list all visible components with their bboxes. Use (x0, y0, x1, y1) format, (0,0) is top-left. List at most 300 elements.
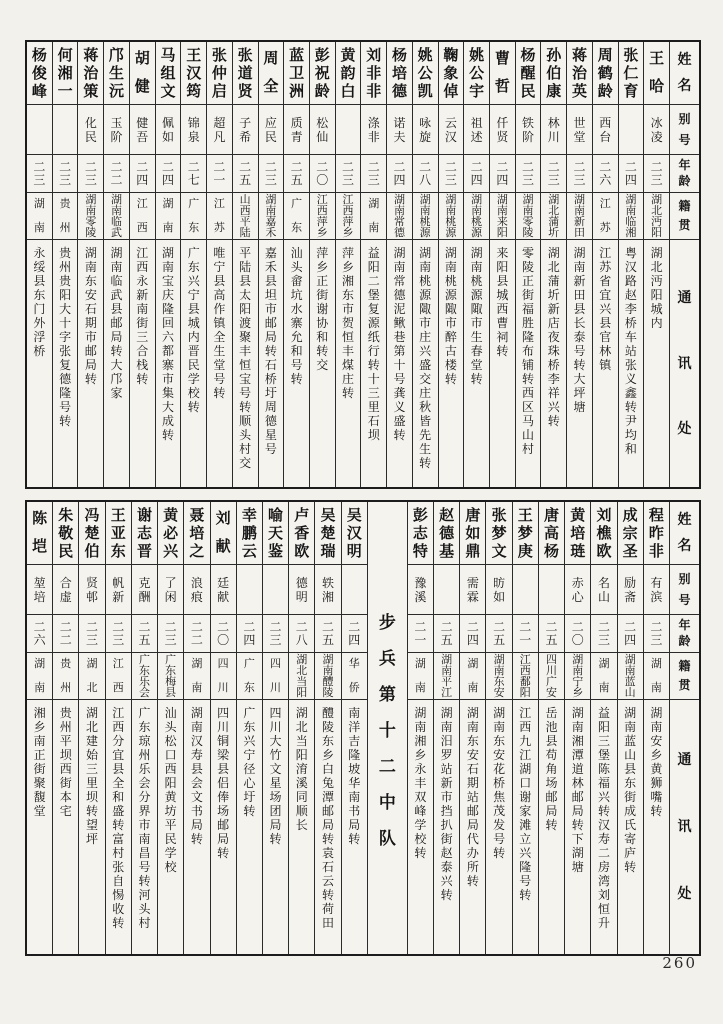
glyph: 南 (348, 706, 361, 720)
glyph: 杨 (391, 46, 407, 64)
origin-cell (233, 193, 258, 240)
glyph: 西 (164, 762, 177, 776)
glyph: 三 (597, 734, 610, 748)
glyph: 头 (239, 428, 252, 442)
glyph: 阳 (295, 748, 308, 762)
address-cell (79, 700, 104, 954)
name-cell (158, 502, 183, 565)
glyph: 市 (419, 316, 432, 330)
glyph: 南 (441, 664, 453, 677)
glyph: 西 (112, 681, 124, 694)
glyph: 纸 (367, 330, 380, 344)
alias-cell (539, 565, 564, 615)
glyph: 交 (316, 358, 329, 372)
glyph: 道 (237, 64, 253, 82)
glyph: 德 (59, 372, 72, 386)
glyph: 圩 (264, 386, 277, 400)
name-cell (513, 502, 538, 565)
glyph: 华 (348, 657, 360, 670)
origin-cell (618, 653, 643, 700)
glyph: 基 (439, 542, 455, 560)
glyph: 外 (33, 316, 46, 330)
glyph: 转 (190, 832, 203, 846)
glyph: 二 (33, 619, 46, 634)
glyph: 湖 (86, 706, 99, 720)
glyph: 桃 (419, 215, 431, 228)
glyph: 四 (243, 632, 256, 647)
address-cell (156, 240, 181, 487)
age-cell (336, 155, 361, 193)
origin-cell (207, 193, 232, 240)
glyph: 二 (444, 159, 457, 174)
age-cell (132, 615, 157, 653)
glyph: 南 (33, 734, 46, 748)
glyph: 东 (493, 675, 505, 688)
glyph: 桃 (470, 274, 483, 288)
age-cell (565, 615, 590, 653)
glyph: 南 (572, 664, 584, 677)
glyph: 桃 (419, 274, 432, 288)
glyph: 转 (367, 358, 380, 372)
alias-cell (618, 565, 643, 615)
glyph: 寿 (597, 832, 610, 846)
glyph: 道 (571, 762, 584, 776)
glyph: 罗 (440, 748, 453, 762)
alias-cell (315, 565, 340, 615)
glyph: 蓝 (289, 46, 305, 64)
glyph: 陬 (444, 302, 457, 316)
glyph: 允 (290, 330, 303, 344)
name-cell (565, 502, 590, 565)
glyph: 塘 (571, 860, 584, 874)
glyph: 第 (393, 344, 406, 358)
glyph: 江 (519, 706, 532, 720)
origin-cell (263, 653, 288, 700)
glyph: 陬 (419, 302, 432, 316)
glyph: 新 (136, 288, 149, 302)
glyph: 兔 (321, 776, 334, 790)
glyph: 江 (136, 246, 149, 260)
name-cell (460, 502, 485, 565)
glyph: 寿 (190, 748, 203, 762)
glyph: 二 (440, 619, 453, 634)
glyph: 书 (190, 804, 203, 818)
alias-cell (132, 565, 157, 615)
glyph: 南 (625, 204, 637, 217)
header-age (670, 615, 699, 653)
glyph: 蒲 (547, 274, 560, 288)
glyph: 县 (217, 762, 230, 776)
alias-cell (408, 565, 433, 615)
name-cell (336, 42, 361, 105)
glyph: 香 (294, 524, 310, 542)
glyph: 铁 (522, 115, 535, 130)
glyph: 隆 (161, 302, 174, 316)
glyph: 堡 (597, 748, 610, 762)
glyph: 汉 (624, 260, 637, 274)
roster-column (183, 502, 209, 954)
age-cell (490, 155, 515, 193)
address-cell (181, 240, 206, 487)
glyph: 南 (571, 720, 584, 734)
glyph: 春 (470, 344, 483, 358)
glyph: 丰 (342, 344, 355, 358)
glyph: 夜 (547, 330, 560, 344)
glyph: 转 (86, 804, 99, 818)
glyph: 宁 (213, 260, 226, 274)
glyph: 启 (211, 82, 227, 100)
age-cell (619, 155, 644, 193)
glyph: 湖 (598, 657, 610, 670)
glyph: 内 (187, 330, 200, 344)
glyph: 三 (650, 632, 663, 647)
alias-cell (565, 565, 590, 615)
glyph: 育 (623, 82, 639, 100)
glyph: 湾 (597, 874, 610, 888)
glyph: 胡 (134, 49, 150, 67)
glyph: 汨 (440, 734, 453, 748)
age-cell (644, 615, 669, 653)
age-cell (408, 615, 433, 653)
glyph: 张 (491, 506, 507, 524)
glyph: 粤 (624, 246, 637, 260)
origin-cell (130, 193, 155, 240)
glyph: 泥 (393, 302, 406, 316)
glyph: 庄 (419, 386, 432, 400)
glyph: 彭 (314, 46, 330, 64)
glyph: 二 (290, 159, 303, 174)
address-cell (132, 700, 157, 954)
glyph: 邮 (545, 790, 558, 804)
name-cell (27, 502, 52, 565)
glyph: 白 (340, 82, 356, 100)
glyph: 龄 (678, 174, 691, 189)
glyph: 办 (466, 846, 479, 860)
glyph: 广 (138, 653, 150, 666)
glyph: 张 (59, 344, 72, 358)
glyph: 苏 (599, 221, 611, 234)
glyph: 北 (651, 204, 663, 217)
glyph: 治 (83, 64, 99, 82)
glyph: 周 (264, 400, 277, 414)
glyph: 嘴 (650, 790, 663, 804)
glyph: 集 (161, 386, 174, 400)
glyph: 三 (33, 172, 46, 187)
glyph: 坝 (86, 790, 99, 804)
alias-cell (207, 105, 232, 155)
glyph: 岳 (545, 706, 558, 720)
glyph: 湖 (573, 246, 586, 260)
glyph: 江 (342, 193, 354, 206)
glyph: 和 (112, 790, 125, 804)
glyph: 需 (466, 575, 479, 590)
address-cell (439, 240, 464, 487)
glyph: 二 (393, 159, 406, 174)
glyph: 鞠 (443, 46, 459, 64)
glyph: 伯 (546, 64, 562, 82)
alias-cell (233, 105, 258, 155)
glyph: 期 (84, 316, 97, 330)
alias-cell (263, 565, 288, 615)
glyph: 德 (264, 414, 277, 428)
glyph: 南 (414, 720, 427, 734)
address-cell (490, 240, 515, 487)
glyph: 平 (164, 818, 177, 832)
glyph: 南 (419, 260, 432, 274)
glyph: 转 (110, 344, 123, 358)
glyph: 湖 (624, 706, 637, 720)
glyph: 斋 (624, 589, 637, 604)
glyph: 作 (213, 302, 226, 316)
glyph: 湖 (470, 246, 483, 260)
glyph: 豫 (414, 575, 427, 590)
glyph: 南 (493, 664, 505, 677)
glyph: 邝 (109, 46, 125, 64)
roster-column (407, 502, 433, 954)
glyph: 安 (650, 734, 663, 748)
glyph: 贵 (60, 657, 72, 670)
glyph: 瑞 (320, 542, 336, 560)
glyph: 宁 (572, 675, 584, 688)
glyph: 鳅 (393, 316, 406, 330)
glyph: 聚 (33, 776, 46, 790)
glyph: 四 (348, 632, 361, 647)
glyph: 鉴 (268, 542, 284, 560)
glyph: 二 (138, 619, 151, 634)
glyph: 胜 (522, 316, 535, 330)
glyph: 李 (624, 302, 637, 316)
alias-cell (434, 565, 459, 615)
glyph: 二 (414, 619, 427, 634)
glyph: 区 (522, 400, 535, 414)
glyph: 张 (211, 46, 227, 64)
glyph: 南 (471, 204, 483, 217)
age-cell (315, 615, 340, 653)
origin-cell (387, 193, 412, 240)
alias-cell (619, 105, 644, 155)
glyph: 培 (391, 64, 407, 82)
glyph: 市 (444, 316, 457, 330)
glyph: 站 (466, 790, 479, 804)
glyph: 湘 (625, 226, 637, 239)
origin-cell (284, 193, 309, 240)
name-cell (181, 42, 206, 105)
glyph: 马 (522, 414, 535, 428)
glyph: 四 (466, 632, 479, 647)
glyph: 通 (677, 290, 692, 307)
glyph: 源 (444, 288, 457, 302)
glyph: 湖 (110, 246, 123, 260)
glyph: 尹 (624, 414, 637, 428)
glyph: 街 (522, 288, 535, 302)
glyph: 南 (111, 204, 123, 217)
roster-column (157, 502, 183, 954)
alias-cell (464, 105, 489, 155)
origin-cell (413, 193, 438, 240)
glyph: 自 (112, 874, 125, 888)
age-cell (618, 615, 643, 653)
glyph: 萍 (316, 215, 328, 228)
name-cell (644, 42, 669, 105)
origin-cell (486, 653, 511, 700)
roster-column (52, 42, 78, 487)
glyph: 氏 (624, 818, 637, 832)
glyph: 东 (33, 288, 46, 302)
glyph: 王 (110, 506, 126, 524)
glyph: 四 (217, 657, 229, 670)
glyph: 西 (519, 720, 532, 734)
glyph: 之 (189, 542, 205, 560)
glyph: 二 (269, 619, 282, 634)
glyph: 三 (573, 172, 586, 187)
name-cell (53, 42, 78, 105)
glyph: 路 (624, 274, 637, 288)
glyph: 张 (112, 860, 125, 874)
glyph: 苏 (599, 260, 612, 274)
age-cell (158, 615, 183, 653)
glyph: 四 (136, 172, 149, 187)
glyph: 黄 (164, 790, 177, 804)
glyph: 江 (112, 657, 124, 670)
glyph: 名 (677, 78, 692, 95)
glyph: 湖 (519, 762, 532, 776)
glyph: 转 (571, 818, 584, 832)
glyph: 二 (190, 632, 203, 647)
glyph: 渡 (239, 316, 252, 330)
roster-column (617, 502, 643, 954)
glyph: 店 (547, 316, 560, 330)
glyph: 廷 (217, 575, 230, 590)
glyph: 二 (519, 619, 532, 634)
glyph: 佩 (161, 115, 174, 130)
glyph: 德 (391, 82, 407, 100)
glyph: 全 (112, 776, 125, 790)
name-cell (618, 502, 643, 565)
glyph: 字 (59, 330, 72, 344)
roster-column (433, 502, 459, 954)
glyph: 醉 (444, 330, 457, 344)
glyph: 江 (519, 748, 532, 762)
glyph: 一 (213, 172, 226, 187)
glyph: 局 (110, 330, 123, 344)
glyph: 江 (136, 197, 148, 210)
glyph: 村 (522, 442, 535, 456)
glyph: 山 (239, 193, 251, 206)
glyph: 宁 (243, 748, 256, 762)
glyph: 花 (493, 762, 506, 776)
glyph: 转 (597, 804, 610, 818)
glyph: 生 (419, 442, 432, 456)
glyph: 顺 (295, 804, 308, 818)
glyph: 都 (161, 344, 174, 358)
name-cell (289, 502, 314, 565)
name-cell (184, 502, 209, 565)
glyph: 锦 (187, 115, 200, 130)
glyph: 有 (650, 575, 663, 590)
glyph: 分 (138, 790, 151, 804)
glyph: 赵 (624, 288, 637, 302)
glyph: 二 (367, 274, 380, 288)
glyph: 欧 (294, 542, 310, 560)
glyph: 号 (678, 133, 691, 147)
glyph: 二 (573, 159, 586, 174)
glyph: 周 (597, 46, 613, 64)
glyph: 均 (624, 428, 637, 442)
glyph: 转 (342, 386, 355, 400)
glyph: 二 (59, 619, 72, 634)
glyph: 行 (367, 344, 380, 358)
age-cell (104, 155, 129, 193)
glyph: 高 (213, 288, 226, 302)
roster-column (489, 42, 515, 487)
glyph: 圻 (547, 288, 560, 302)
glyph: 湖 (414, 657, 426, 670)
glyph: 组 (160, 64, 176, 82)
glyph: 福 (522, 302, 535, 316)
glyph: 杨 (31, 46, 47, 64)
glyph: 县 (624, 762, 637, 776)
glyph: 宁 (187, 288, 200, 302)
glyph: 州 (59, 221, 71, 234)
address-cell (284, 240, 309, 487)
glyph: 南 (34, 681, 46, 694)
glyph: 湘 (321, 589, 334, 604)
glyph: 益 (597, 706, 610, 720)
glyph: 田 (573, 226, 585, 239)
glyph: 步 (378, 612, 396, 633)
glyph: 乡 (342, 260, 355, 274)
glyph: 栈 (136, 358, 149, 372)
roster-column (335, 42, 361, 487)
age-cell (434, 615, 459, 653)
glyph: 乡 (321, 748, 334, 762)
glyph: 转 (264, 344, 277, 358)
glyph: 堂 (573, 129, 586, 144)
name-cell (413, 42, 438, 105)
glyph: 乡 (342, 226, 354, 239)
age-cell (361, 155, 386, 193)
glyph: 义 (393, 400, 406, 414)
glyph: 南 (445, 204, 457, 217)
glyph: 号 (213, 372, 226, 386)
origin-cell (315, 653, 340, 700)
glyph: 文 (269, 762, 282, 776)
glyph: 献 (215, 537, 231, 555)
address-cell (336, 240, 361, 487)
glyph: 醴 (321, 706, 334, 720)
age-cell (413, 155, 438, 193)
name-cell (284, 42, 309, 105)
glyph: 虚 (59, 589, 72, 604)
name-cell (387, 42, 412, 105)
glyph: 湖 (650, 706, 663, 720)
glyph: 巷 (393, 330, 406, 344)
glyph: 心 (243, 776, 256, 790)
glyph: 湖 (444, 246, 457, 260)
address-cell (567, 240, 592, 487)
roster-column (232, 42, 258, 487)
glyph: 仟 (496, 115, 509, 130)
origin-cell (289, 653, 314, 700)
roster-column (78, 502, 104, 954)
glyph: 先 (419, 428, 432, 442)
origin-cell (27, 653, 52, 700)
glyph: 武 (110, 288, 123, 302)
glyph: 嘉 (264, 246, 277, 260)
glyph: 田 (573, 288, 586, 302)
glyph: 唐 (544, 506, 560, 524)
glyph: 祥 (547, 386, 560, 400)
